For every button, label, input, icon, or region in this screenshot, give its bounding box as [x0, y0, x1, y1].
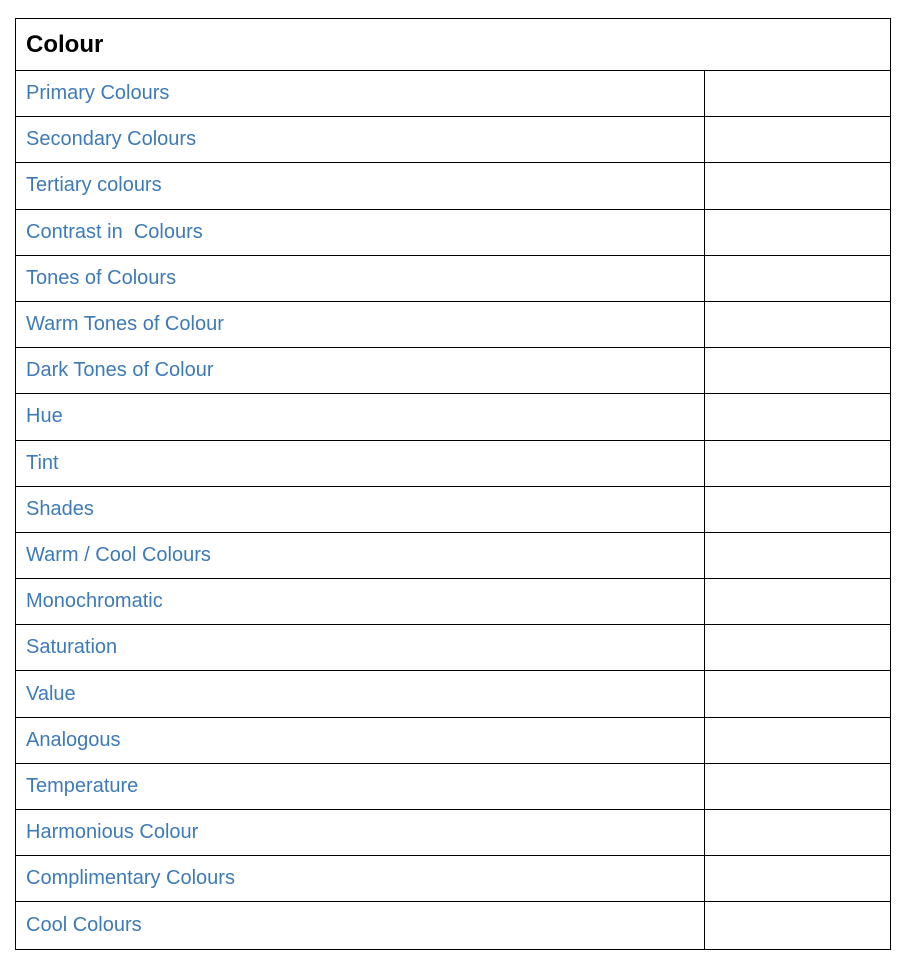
table-body: [16, 71, 890, 949]
table-row: [16, 810, 890, 856]
term-link[interactable]: Secondary Colours: [16, 117, 705, 162]
table-row: [16, 302, 890, 348]
term-link[interactable]: Complimentary Colours: [16, 856, 705, 901]
value-cell[interactable]: [705, 625, 890, 670]
term-link[interactable]: Hue: [16, 394, 705, 439]
value-cell[interactable]: [705, 163, 890, 208]
term-link[interactable]: Tertiary colours: [16, 163, 705, 208]
term-link[interactable]: Warm / Cool Colours: [16, 533, 705, 578]
value-cell[interactable]: [705, 302, 890, 347]
table-row: [16, 394, 890, 440]
table-row: [16, 348, 890, 394]
term-link[interactable]: Temperature: [16, 764, 705, 809]
value-cell[interactable]: [705, 764, 890, 809]
value-cell[interactable]: [705, 810, 890, 855]
term-link[interactable]: Analogous: [16, 718, 705, 763]
table-row: [16, 764, 890, 810]
table-row: [16, 71, 890, 117]
table-row: [16, 163, 890, 209]
term-link[interactable]: Value: [16, 671, 705, 716]
value-cell[interactable]: [705, 71, 890, 116]
table-row: [16, 533, 890, 579]
term-link[interactable]: Contrast in Colours: [16, 210, 705, 255]
value-cell[interactable]: [705, 394, 890, 439]
table-row: [16, 256, 890, 302]
table-row: [16, 902, 890, 948]
term-link[interactable]: Tint: [16, 441, 705, 486]
term-link[interactable]: Saturation: [16, 625, 705, 670]
value-cell[interactable]: [705, 487, 890, 532]
term-link[interactable]: Primary Colours: [16, 71, 705, 116]
term-link[interactable]: Warm Tones of Colour: [16, 302, 705, 347]
value-cell[interactable]: [705, 902, 890, 948]
table-row: [16, 671, 890, 717]
table-row: [16, 117, 890, 163]
value-cell[interactable]: [705, 533, 890, 578]
value-cell[interactable]: [705, 210, 890, 255]
term-link[interactable]: Dark Tones of Colour: [16, 348, 705, 393]
table-row: [16, 718, 890, 764]
table-title: Colour: [26, 30, 104, 58]
table-row: [16, 487, 890, 533]
table-row: [16, 441, 890, 487]
table-row: [16, 856, 890, 902]
term-link[interactable]: Shades: [16, 487, 705, 532]
term-link[interactable]: Tones of Colours: [16, 256, 705, 301]
table-row: [16, 210, 890, 256]
value-cell[interactable]: [705, 856, 890, 901]
term-link[interactable]: Harmonious Colour: [16, 810, 705, 855]
value-cell[interactable]: [705, 718, 890, 763]
table-header: [16, 19, 890, 71]
value-cell[interactable]: [705, 348, 890, 393]
term-link[interactable]: Cool Colours: [16, 902, 705, 948]
value-cell[interactable]: [705, 256, 890, 301]
colour-table: [15, 18, 891, 950]
value-cell[interactable]: [705, 579, 890, 624]
value-cell[interactable]: [705, 117, 890, 162]
term-link[interactable]: Monochromatic: [16, 579, 705, 624]
table-row: [16, 625, 890, 671]
value-cell[interactable]: [705, 671, 890, 716]
table-row: [16, 579, 890, 625]
value-cell[interactable]: [705, 441, 890, 486]
